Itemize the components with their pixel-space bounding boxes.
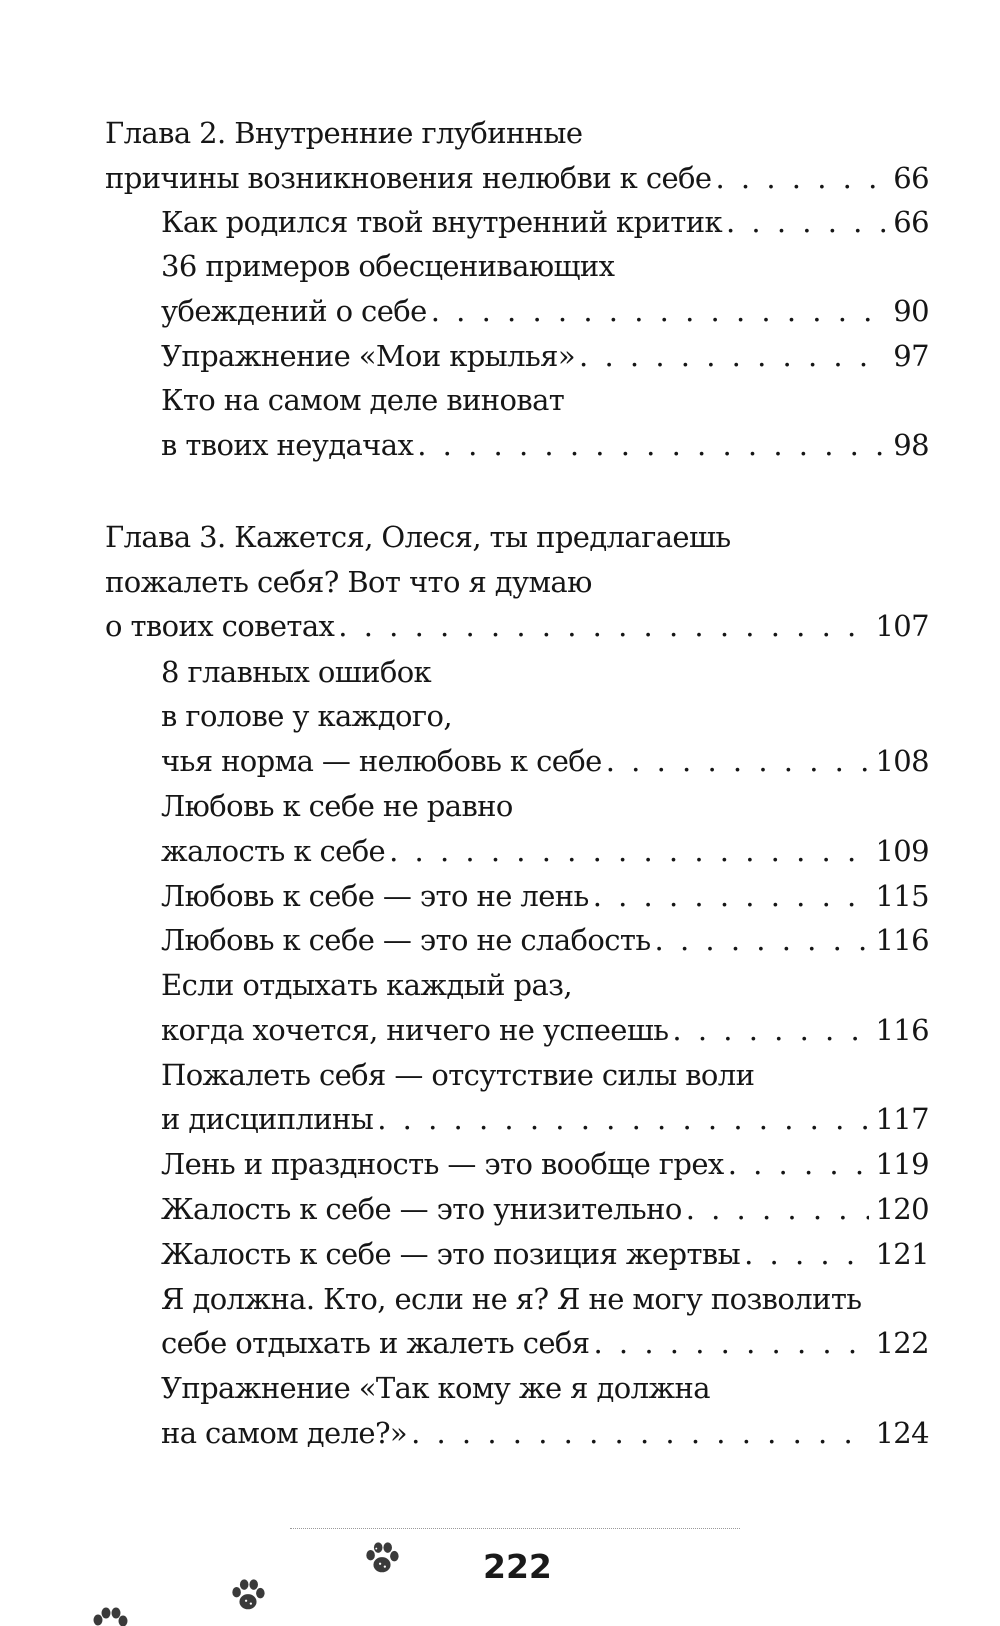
dot-leader	[672, 1008, 869, 1052]
toc-entry-title: пожалеть себя? Вот что я думаю	[105, 565, 592, 599]
paw-print-icon	[228, 1577, 268, 1615]
toc-entry-title: и дисциплины	[161, 1102, 374, 1136]
toc-entry	[161, 874, 929, 918]
toc-entry-title: Жалость к себе — это позиция жертвы	[161, 1237, 741, 1271]
toc-entry-title: убеждений о себе	[161, 294, 427, 328]
toc-entry	[161, 1053, 929, 1097]
toc-entry-page: 117	[875, 1102, 929, 1136]
toc-entry	[161, 200, 929, 244]
dot-leader	[338, 604, 869, 648]
toc-entry-page: 90	[893, 294, 929, 328]
toc-entry-page: 116	[875, 1013, 929, 1047]
toc-entry	[161, 378, 929, 422]
dot-leader	[606, 739, 870, 783]
toc-entry	[161, 289, 929, 333]
toc-entry	[161, 1232, 929, 1276]
toc-entry-title: когда хочется, ничего не успеешь	[161, 1013, 669, 1047]
toc-entry-page: 115	[875, 879, 929, 913]
dot-leader	[431, 289, 888, 333]
dot-leader	[377, 1097, 869, 1141]
toc-entry	[161, 244, 929, 288]
toc-entry-title: Если отдыхать каждый раз,	[161, 968, 572, 1002]
toc-entry	[161, 334, 929, 378]
toc-entry-title: Глава 2. Внутренние глубинные	[105, 116, 583, 150]
toc-entry-title: Упражнение «Так кому же я должна	[161, 1371, 710, 1405]
toc-entry-title: Лень и праздность — это вообще грех	[161, 1147, 724, 1181]
toc-entry	[161, 1142, 929, 1186]
toc-entry-page: 108	[875, 744, 929, 778]
toc-entry-title: о твоих советах	[105, 609, 335, 643]
toc-entry-page: 119	[875, 1147, 929, 1181]
toc-entry	[105, 560, 929, 604]
toc-entry-title: себе отдыхать и жалеть себя	[161, 1326, 590, 1360]
toc-entry-title: жалость к себе	[161, 834, 386, 868]
toc-entry-page: 120	[875, 1192, 929, 1226]
toc-entry-title: 36 примеров обесценивающих	[161, 249, 615, 283]
dot-leader	[686, 1187, 870, 1231]
dot-leader	[593, 874, 870, 918]
toc-entry-title: в голове у каждого,	[161, 699, 452, 733]
toc-entry	[161, 963, 929, 1007]
toc-entry-title: Любовь к себе — это не слабость	[161, 923, 651, 957]
toc-entry	[105, 111, 929, 155]
toc-entry	[161, 1008, 929, 1052]
toc-entry	[161, 1366, 929, 1410]
toc-entry-page: 98	[893, 428, 929, 462]
toc-entry-title: Жалость к себе — это унизительно	[161, 1192, 682, 1226]
toc-entry-page: 121	[875, 1237, 929, 1271]
paw-print-icon	[90, 1604, 130, 1626]
dot-leader	[417, 423, 887, 467]
toc-entry	[161, 1321, 929, 1365]
toc-entry-title: на самом деле?»	[161, 1416, 408, 1450]
dot-leader	[411, 1411, 869, 1455]
toc-entry-title: в твоих неудачах	[161, 428, 414, 462]
toc-entry	[161, 1097, 929, 1141]
toc-entry	[161, 918, 929, 962]
toc-entry-title: чья норма — нелюбовь к себе	[161, 744, 602, 778]
toc-entry	[161, 650, 929, 694]
dot-leader	[728, 1142, 870, 1186]
toc-entry-title: причины возникновения нелюбви к себе	[105, 161, 712, 195]
toc-entry-title: Любовь к себе — это не лень	[161, 879, 589, 913]
paw-print-icon	[362, 1540, 402, 1578]
toc-entry-title: Пожалеть себя — отсутствие силы воли	[161, 1058, 755, 1092]
toc-entry	[105, 604, 929, 648]
toc-entry-page: 124	[875, 1416, 929, 1450]
toc-entry-title: Я должна. Кто, если не я? Я не могу позволить	[161, 1282, 862, 1316]
toc-entry	[161, 829, 929, 873]
page-number: 222	[483, 1547, 552, 1586]
toc-entry-title: Упражнение «Мои крылья»	[161, 339, 576, 373]
toc-entry-page: 122	[875, 1326, 929, 1360]
dot-leader	[726, 200, 887, 244]
toc-entry	[161, 1277, 929, 1321]
toc-entry-page: 66	[893, 205, 929, 239]
toc-entry	[161, 694, 929, 738]
toc-entry	[161, 1411, 929, 1455]
toc-entry	[161, 1187, 929, 1231]
dot-leader	[594, 1321, 870, 1365]
dot-leader	[579, 334, 887, 378]
footer-divider	[290, 1528, 740, 1529]
toc-entry-title: 8 главных ошибок	[161, 655, 432, 689]
toc-entry-page: 66	[893, 161, 929, 195]
dot-leader	[715, 156, 887, 200]
toc-entry	[161, 739, 929, 783]
toc-entry-page: 97	[893, 339, 929, 373]
dot-leader	[744, 1232, 869, 1276]
toc-entry-title: Как родился твой внутренний критик	[161, 205, 722, 239]
dot-leader	[389, 829, 869, 873]
toc-entry-title: Глава 3. Кажется, Олеся, ты предлагаешь	[105, 520, 731, 554]
toc-entry	[105, 156, 929, 200]
toc-entry-title: Любовь к себе не равно	[161, 789, 513, 823]
toc-entry-title: Кто на самом деле виноват	[161, 383, 565, 417]
toc-entry	[105, 515, 929, 559]
toc-entry	[161, 784, 929, 828]
toc-entry-page: 109	[875, 834, 929, 868]
toc-entry-page: 107	[875, 609, 929, 643]
toc-entry-page: 116	[875, 923, 929, 957]
toc-entry	[161, 423, 929, 467]
dot-leader	[655, 918, 870, 962]
